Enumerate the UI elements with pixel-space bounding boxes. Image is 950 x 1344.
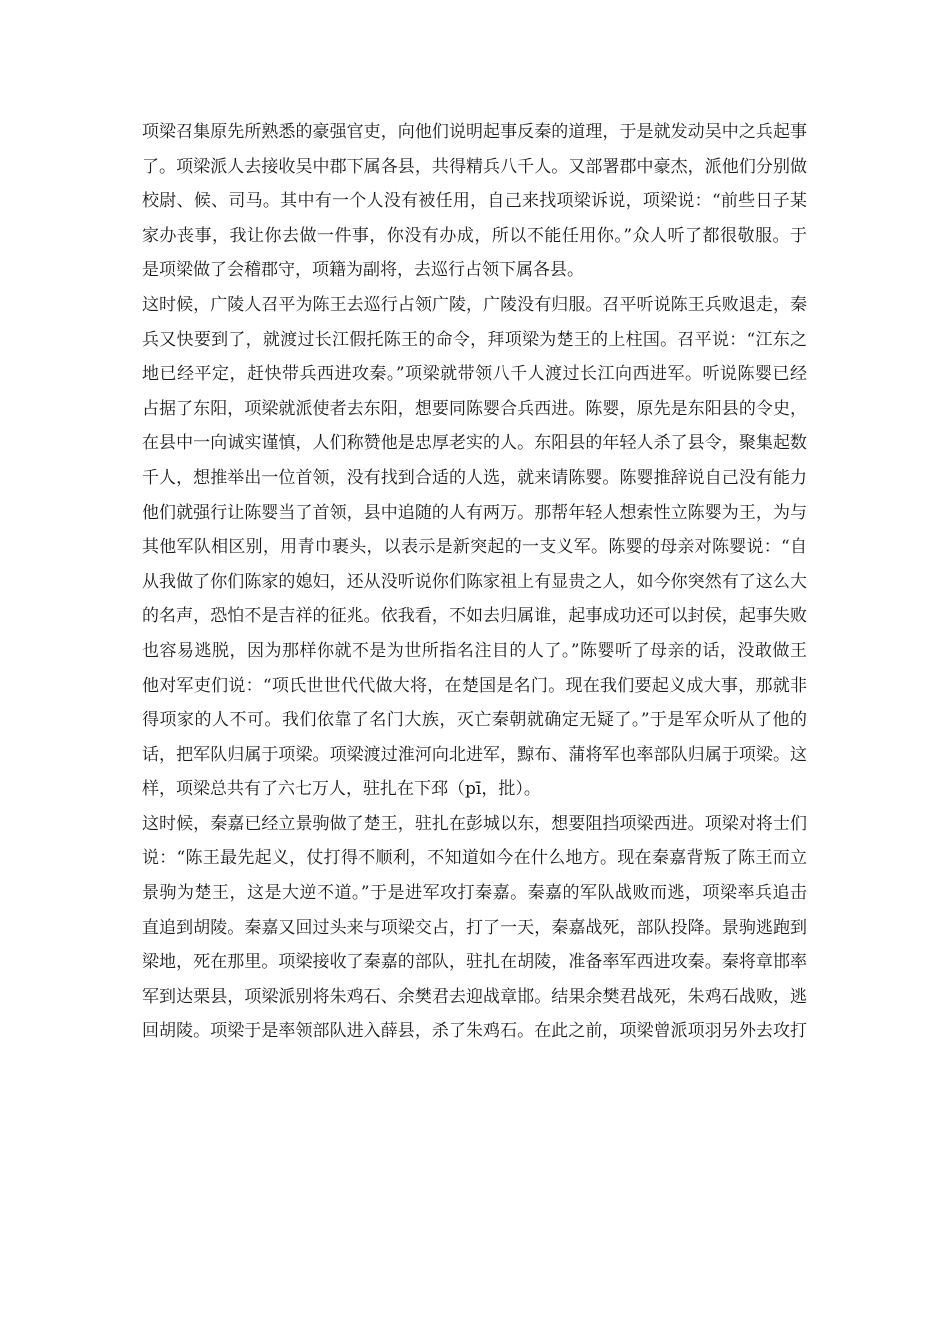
text-line: 兵又快要到了，就渡过长江假托陈王的命令，拜项梁为楚王的上柱国。召平说：“江东之 bbox=[142, 329, 807, 350]
text-line: 得项家的人不可。我们依靠了名门大族，灭亡秦朝就确定无疑了。”于是军众听从了他的 bbox=[142, 710, 807, 731]
text-line: 校尉、候、司马。其中有一个人没有被任用，自己来找项梁诉说，项梁说：“前些日子某 bbox=[142, 191, 807, 212]
text-line: 他对军吏们说：“项氏世世代代做大将，在楚国是名门。现在我们要起义成大事，那就非 bbox=[142, 675, 807, 696]
text-line: 话，把军队归属于项梁。项梁渡过淮河向北进军，黥布、蒲将军也率部队归属于项梁。这 bbox=[142, 744, 807, 765]
text-line: 在县中一向诚实谨慎，人们称赞他是忠厚老实的人。东阳县的年轻人杀了县令，聚集起数 bbox=[142, 433, 807, 454]
text-line: 项梁召集原先所熟悉的豪强官吏，向他们说明起事反秦的道理，于是就发动吴中之兵起事 bbox=[142, 122, 807, 142]
text-line: 说：“陈王最先起义，仗打得不顺利，不知道如今在什么地方。现在秦嘉背叛了陈王而立 bbox=[142, 848, 807, 869]
text-line: 他们就强行让陈婴当了首领，县中追随的人有两万。那帮年轻人想索性立陈婴为王，为与 bbox=[142, 502, 807, 523]
body-text bbox=[142, 115, 807, 1049]
text-line: 回胡陵。项梁于是率领部队进入薛县，杀了朱鸡石。在此之前，项梁曾派项羽另外去攻打 bbox=[142, 1021, 807, 1042]
text-line: 梁地，死在那里。项梁接收了秦嘉的部队，驻扎在胡陵，准备率军西进攻秦。秦将章邯率 bbox=[142, 952, 807, 973]
text-line: 占据了东阳，项梁就派使者去东阳，想要同陈婴合兵西进。陈婴，原先是东阳县的令史， bbox=[142, 398, 807, 419]
text-line: 军到达栗县，项梁派别将朱鸡石、余樊君去迎战章邯。结果余樊君战死，朱鸡石战败，逃 bbox=[142, 986, 807, 1007]
text-line: 是项梁做了会稽郡守，项籍为副将，去巡行占领下属各县。 bbox=[142, 260, 584, 281]
text-line: 千人，想推举出一位首领，没有找到合适的人选，就来请陈婴。陈婴推辞说自己没有能力 bbox=[142, 467, 807, 488]
text-line: 其他军队相区别，用青巾裹头，以表示是新突起的一支义军。陈婴的母亲对陈婴说：“自 bbox=[142, 537, 807, 558]
text-line: 景驹为楚王，这是大逆不道。”于是进军攻打秦嘉。秦嘉的军队战败而逃，项梁率兵追击 bbox=[142, 883, 807, 904]
text-line: 家办丧事，我让你去做一件事，你没有办成，所以不能任用你。”众人听了都很敬服。于 bbox=[142, 225, 807, 246]
text-line: 这时候，广陵人召平为陈王去巡行占领广陵，广陵没有归服。召平听说陈王兵败退走，秦 bbox=[142, 294, 807, 315]
text-line: 从我做了你们陈家的媳妇，还从没听说你们陈家祖上有显贵之人，如今你突然有了这么大 bbox=[142, 571, 807, 592]
text-line: 了。项梁派人去接收吴中郡下属各县，共得精兵八千人。又部署郡中豪杰，派他们分别做 bbox=[142, 156, 807, 177]
text-line: 直追到胡陵。秦嘉又回过头来与项梁交占，打了一天，秦嘉战死，部队投降。景驹逃跑到 bbox=[142, 917, 807, 938]
text-line: 样，项梁总共有了六七万人，驻扎在下邳（pī，批）。 bbox=[142, 779, 541, 800]
text-line: 这时候，秦嘉已经立景驹做了楚王，驻扎在彭城以东，想要阻挡项梁西进。项梁对将士们 bbox=[142, 813, 807, 834]
text-line: 地已经平定，赶快带兵西进攻秦。”项梁就带领八千人渡过长江向西进军。听说陈婴已经 bbox=[142, 364, 807, 385]
text-line: 的名声，恐怕不是吉祥的征兆。依我看，不如去归属谁，起事成功还可以封侯，起事失败 bbox=[142, 606, 807, 627]
text-line: 也容易逃脱，因为那样你就不是为世所指名注目的人了。”陈婴听了母亲的话，没敢做王 bbox=[142, 640, 807, 661]
